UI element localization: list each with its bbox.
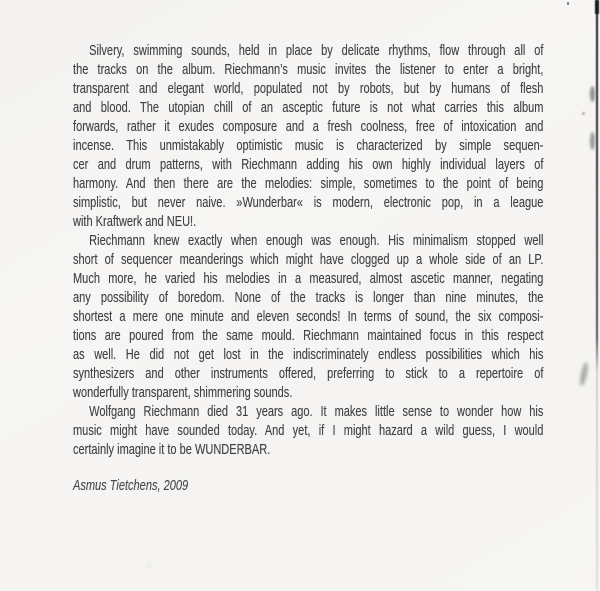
text-line: music might have sounded today. And yet, if I might hazard a wild guess, I would	[73, 422, 544, 439]
text-line: with Kraftwerk and NEU!.	[73, 213, 197, 230]
text-line: Much more, he varied his melodies in a measured, almost ascetic manner, negating	[73, 270, 544, 287]
scan-edge-shadow	[596, 0, 598, 591]
text-line: Wolfgang Riechmann died 31 years ago. It makes little sense to wonder how his	[89, 403, 544, 420]
scan-artifact	[146, 564, 152, 568]
signature-line: Asmus Tietchens, 2009	[73, 477, 189, 494]
text-line: Silvery, swimming sounds, held in place by delicate rhythms, flow through all of	[89, 42, 544, 59]
text-line: as well. He did not get lost in the indiscriminately endless possibilities which his	[73, 346, 544, 363]
text-line: tions are poured from the same mould. Riechmann maintained focus in this respect	[73, 327, 544, 344]
text-line: Riechmann knew exactly when enough was enough. His minimalism stopped well	[89, 232, 544, 249]
text-line: wonderfully transparent, shimmering sounds.	[73, 384, 293, 401]
text-line: certainly imagine it to be WUNDERBAR.	[73, 441, 271, 458]
text-line: incense. This unmistakably optimistic music is characterized by simple sequen-	[73, 137, 544, 154]
text-line: synthesizers and other instruments offered, preferring to stick to a repertoire of	[73, 365, 544, 382]
spacer	[73, 459, 543, 476]
scan-artifact	[590, 132, 595, 150]
scan-artifact	[579, 362, 590, 387]
text-line: the tracks on the album. Riechmann’s music invites the listener to enter a bright,	[73, 61, 544, 78]
text-line: any possibility of boredom. None of the tracks is longer than nine minutes, the	[73, 289, 544, 306]
text-line: transparent and elegant world, populated not by robots, but by humans of flesh	[73, 80, 544, 97]
text-line: short of sequencer meanderings which might have clogged up a whole side of an LP.	[73, 251, 544, 268]
text-line: cer and drum patterns, with Riechmann adding his own highly individual layers of	[73, 156, 544, 173]
paragraph	[73, 231, 543, 402]
liner-notes-text	[73, 41, 543, 495]
text-line: and blood. The utopian chill of an asceptic future is not what carries this album	[73, 99, 544, 116]
scan-edge-corner	[595, 0, 599, 14]
paragraph	[73, 41, 543, 231]
text-line: harmony. And then there are the melodies: simple, sometimes to the point of being	[73, 175, 544, 192]
scan-artifact	[582, 112, 585, 115]
scan-artifact	[567, 2, 569, 5]
scan-artifact	[590, 86, 595, 102]
text-line: shortest a mere one minute and eleven seconds! In terms of sound, the six composi-	[73, 308, 544, 325]
text-line: simplistic, but never naive. »Wunderbar« is modern, electronic pop, in a league	[73, 194, 544, 211]
paragraph	[73, 402, 543, 459]
text-line: forwards, rather it exudes composure and a fresh coolness, free of intoxication and	[73, 118, 544, 135]
